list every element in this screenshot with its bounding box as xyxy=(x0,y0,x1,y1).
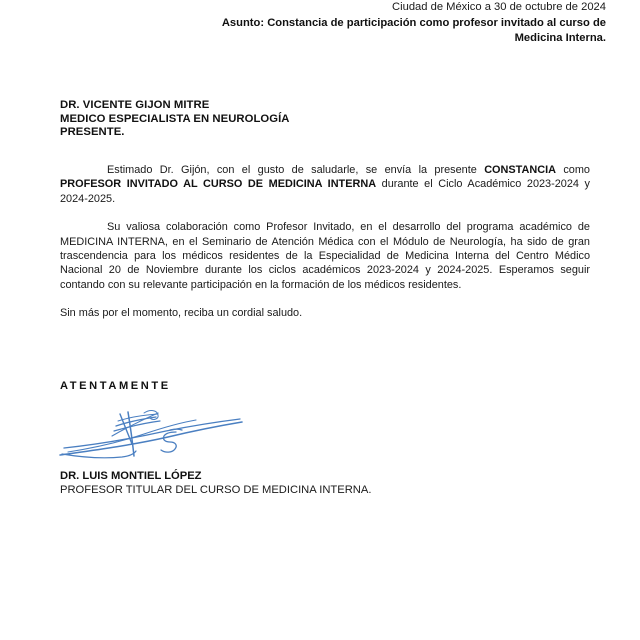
paragraph-1-text-part-1: Estimado Dr. Gijón, con el gusto de saludarle, se envía la presente xyxy=(107,164,485,176)
signature-image xyxy=(58,404,258,466)
paragraph-1-text-part-2: como xyxy=(555,164,590,176)
body-paragraph-3: Sin más por el momento, reciba un cordial saludo. xyxy=(60,307,303,320)
body-paragraph-2: Su valiosa colaboración como Profesor Invitado, en el desarrollo del programa académico de MEDICINA INTERNA, en el Seminario de Atención Médica con el Módulo de Neurología, ha sido de gran trascendencia para los médicos residentes de la Especialidad de Medicina Interna del Centro Médico Nacional 20 de Noviembre durante los ciclos académicos 2023-2024 y 2024-2025. Esperamos seguir contando con su relevante participación en la formación de los médicos residentes. xyxy=(60,221,590,291)
place-and-date: Ciudad de México a 30 de octubre de 2024 xyxy=(392,1,606,13)
paragraph-1-text-part-3: durante el Ciclo Académico 2023-2024 y 2024-2025. xyxy=(60,178,591,205)
document-body xyxy=(60,163,590,321)
closing-salutation: ATENTAMENTE xyxy=(60,380,171,392)
body-paragraph-1 xyxy=(60,163,590,206)
recipient-role: MEDICO ESPECIALISTA EN NEUROLOGÍA xyxy=(60,112,290,125)
recipient-block xyxy=(60,99,290,140)
recipient-name: DR. VICENTE GIJON MITRE xyxy=(60,99,210,111)
paragraph-1-bold-course: PROFESOR INVITADO AL CURSO DE MEDICINA INTERNA xyxy=(60,178,377,191)
document-header xyxy=(34,0,606,45)
recipient-present: PRESENTE. xyxy=(60,126,125,139)
signer-title: PROFESOR TITULAR DEL CURSO DE MEDICINA INTERNA. xyxy=(60,484,372,496)
handwritten-signature-icon xyxy=(58,404,258,466)
signer-block xyxy=(60,469,371,497)
paragraph-1-bold-constancia: CONSTANCIA xyxy=(484,164,556,176)
signer-name: DR. LUIS MONTIEL LÓPEZ xyxy=(60,470,202,482)
subject-line: Asunto: Constancia de participación como profesor invitado al curso de Medicina Interna. xyxy=(221,17,606,44)
